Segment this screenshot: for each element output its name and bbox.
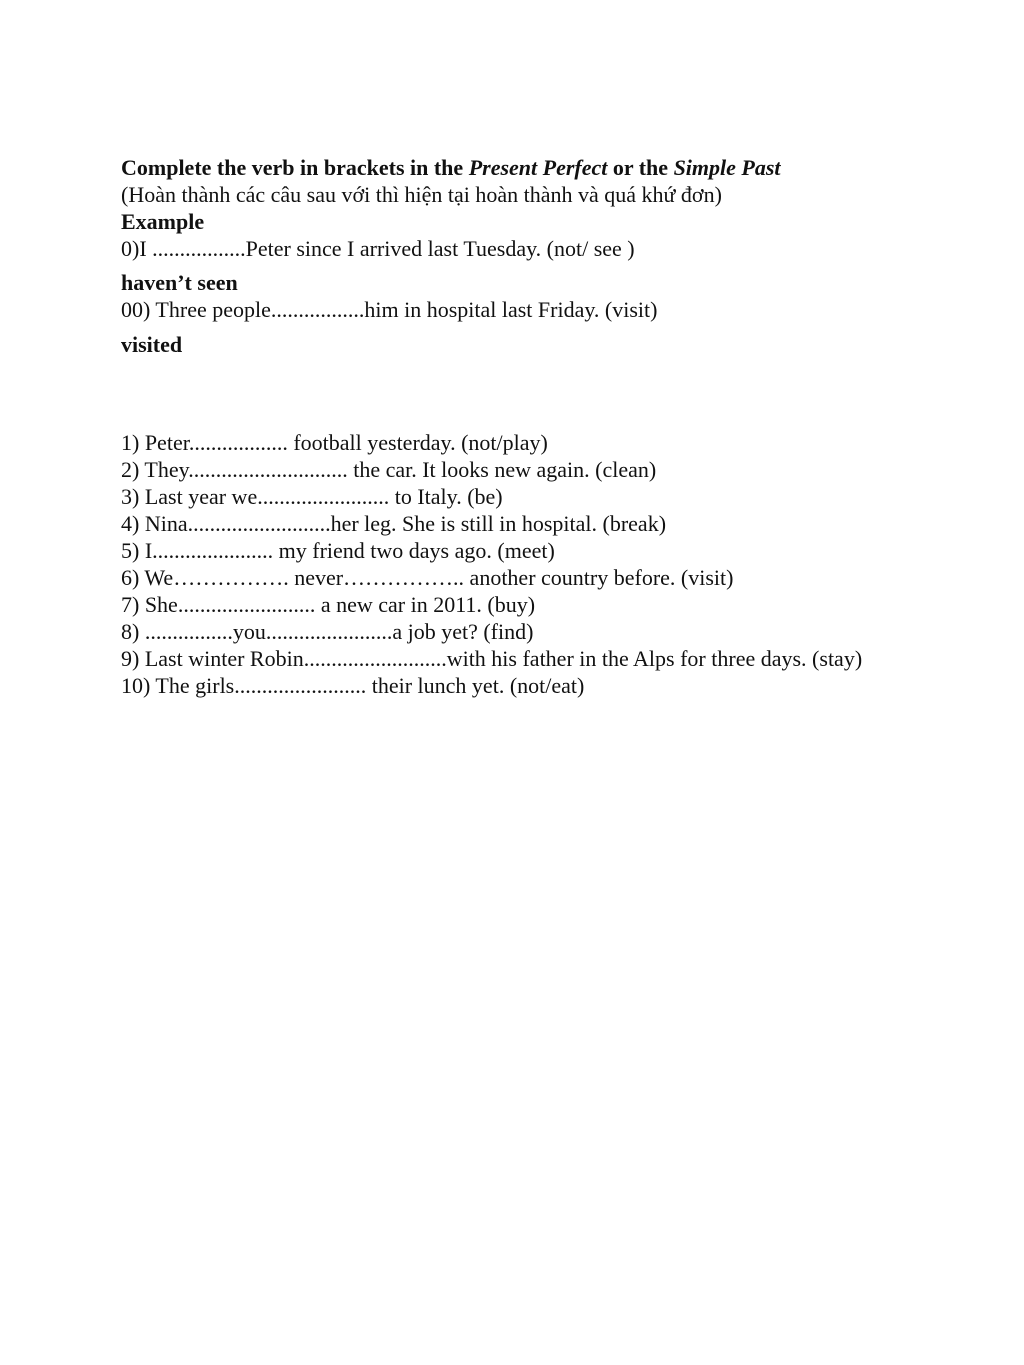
example-heading: Example bbox=[121, 209, 205, 234]
worksheet-subtitle: (Hoàn thành các câu sau với thì hiện tại hoàn thành và quá khứ đơn) bbox=[121, 182, 722, 207]
exercise-item-1: 1) Peter.................. football yesterday. (not/play) bbox=[121, 430, 548, 455]
exercise-list bbox=[121, 429, 862, 699]
example-00-answer: visited bbox=[121, 332, 183, 357]
title-text-1: Complete the verb in brackets in the bbox=[121, 155, 469, 180]
exercise-item-10: 10) The girls........................ their lunch yet. (not/eat) bbox=[121, 673, 585, 698]
title-term-present-perfect: Present Perfect bbox=[468, 155, 608, 180]
example-0-answer: haven’t seen bbox=[121, 270, 238, 295]
exercise-item-5: 5) I...................... my friend two days ago. (meet) bbox=[121, 538, 555, 563]
exercise-item-6: 6) We……………. never…………….. another country before. (visit) bbox=[121, 565, 734, 590]
example-0-prompt: 0)I .................Peter since I arrived last Tuesday. (not/ see ) bbox=[121, 236, 635, 261]
worksheet-title bbox=[121, 155, 781, 181]
exercise-item-2: 2) They............................. the car. It looks new again. (clean) bbox=[121, 457, 657, 482]
exercise-item-3: 3) Last year we........................ to Italy. (be) bbox=[121, 484, 503, 509]
title-text-2: or the bbox=[607, 155, 674, 180]
title-term-simple-past: Simple Past bbox=[673, 155, 781, 180]
exercise-item-8: 8) ................you.......................a job yet? (find) bbox=[121, 619, 534, 644]
exercise-item-4: 4) Nina..........................her leg. She is still in hospital. (break) bbox=[121, 511, 667, 536]
example-00-prompt: 00) Three people.................him in hospital last Friday. (visit) bbox=[121, 297, 658, 322]
exercise-item-7: 7) She......................... a new car in 2011. (buy) bbox=[121, 592, 536, 617]
exercise-item-9: 9) Last winter Robin..........................with his father in the Alps for three days. (stay) bbox=[121, 646, 863, 671]
